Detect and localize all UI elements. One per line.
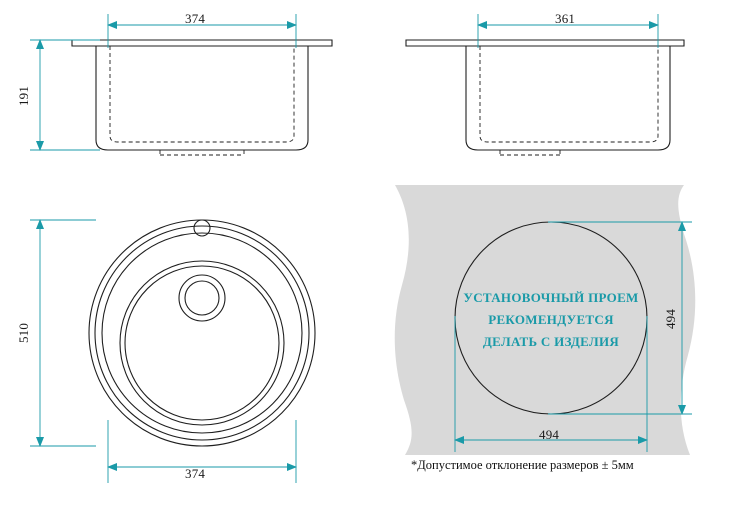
cutout-note-line-2: РЕКОМЕНДУЕТСЯ xyxy=(488,312,614,327)
dim-label-374-top: 374 xyxy=(185,466,206,481)
cutout-note-line-1: УСТАНОВОЧНЫЙ ПРОЕМ xyxy=(463,290,639,305)
dim-191-front xyxy=(30,40,100,150)
side-section-hidden-lines xyxy=(480,46,658,155)
tolerance-footnote: *Допустимое отклонение размеров ± 5мм xyxy=(411,458,634,472)
dim-label-494-vertical: 494 xyxy=(663,308,679,330)
side-section-outline xyxy=(406,40,684,150)
top-view-circles xyxy=(89,220,315,446)
front-section-outline xyxy=(72,40,332,150)
dim-510-top xyxy=(30,220,96,446)
dim-label-361-side: 361 xyxy=(555,11,576,26)
dim-label-510-top: 510 xyxy=(16,322,32,344)
dim-label-374-front: 374 xyxy=(185,11,206,26)
dim-label-191-front: 191 xyxy=(16,85,32,107)
dim-label-494-horizontal: 494 xyxy=(539,427,560,442)
cutout-note-line-3: ДЕЛАТЬ С ИЗДЕЛИЯ xyxy=(482,334,620,349)
front-section-hidden-lines xyxy=(110,46,294,155)
